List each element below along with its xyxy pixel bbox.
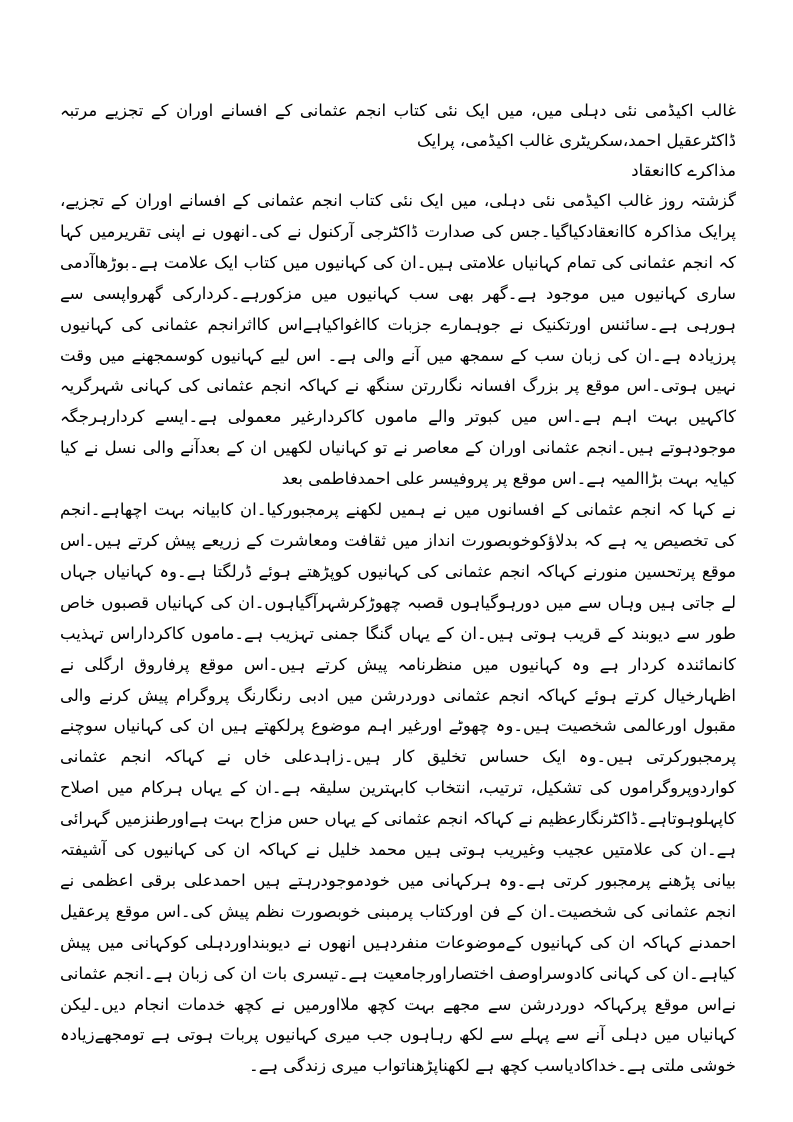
title-line-1: غالب اکیڈمی نئی دہلی میں، میں ایک نئی کتاب انجم عثمانی کے افسانے اوران کے تجزیے مرتبہ ڈاکٹرعقیل احمد،سکریٹری غالب اکیڈمی، پرایک	[60, 101, 736, 150]
title-line-2: مذاکرے کاانعقاد	[631, 161, 736, 180]
paragraph-2: نے کہا کہ انجم عثمانی کے افسانوں میں نے ہمیں لکھنے پرمجبورکیا۔ان کابیانہ بہت اچھاہے۔انجم کی تخصیص یہ ہے کہ بدلاؤکوخوبصورت انداز میں ثقافت ومعاشرت کے زریعے پیش کرتے ہیں۔اس موقع پرتحسین منورنے کہاکہ انجم عثمانی کی کہانیوں کوپڑھتے ہوئے ڈرلگتا ہے۔وہ کہانیاں جہاں لے جاتی ہیں وہاں سے میں دورہوگیاہوں قصبہ چھوڑکرشہرآگیاہوں۔ان کی کہانیاں قصبوں خاص طور سے دیوبند کے قریب ہوتی ہیں۔ان کے یہاں گنگا جمنی تہزیب ہے۔ماموں کاکرداراس تہذیب کانمائندہ کردار ہے وہ کہانیوں میں منظرنامہ پیش کرتے ہیں۔اس موقع پرفاروق ارگلی نے اظہارخیال کرتے ہوئے کہاکہ انجم عثمانی دوردرشن میں ادبی رنگارنگ پروگرام پیش کرنے والی مقبول اورعالمی شخصیت ہیں۔وہ چھوٹے اورغیر اہم موضوع پرلکھتے ہیں ان کی کہانیاں سوچنے پرمجبورکرتی ہیں۔وہ ایک حساس تخلیق کار ہیں۔زاہدعلی خاں نے کہاکہ انجم عثمانی کواردوپروگراموں کی تشکیل، ترتیب، انتخاب کابہترین سلیقہ ہے۔ان کے یہاں ہرکام میں اصلاح کاپہلوہوتاہے۔ڈاکٹرنگارعظیم نے کہاکہ انجم عثمانی کے یہاں حس مزاح بہت ہےاورطنزمیں گہرائی ہے۔ان کی علامتیں عجیب وغیریب ہوتی ہیں محمد خلیل نے کہاکہ ان کی کہانیوں کی آشیفتہ بیانی پڑھنے پرمجبور کرتی ہے۔وہ ہرکہانی میں خودموجودرہتے ہیں احمدعلی برقی اعظمی نے انجم عثمانی کی شخصیت۔ان کے فن اورکتاب پرمبنی خوبصورت نظم پیش کی۔اس موقع پرعقیل احمدنے کہاکہ ان کی کہانیوں کےموضوعات منفردہیں انھوں نے دیوبنداوردہلی کوکہانی میں پیش کیاہے۔ان کی کہانی کادوسراوصف اختصاراورجامعیت ہے۔تیسری بات ان کی زبان ہے۔انجم عثمانی نےاس موقع پرکہاکہ دوردرشن سے مجھے بہت کچھ ملااورمیں نے کچھ خدمات انجام دیں۔لیکن کہانیاں میں دہلی آنے سے پہلے سے لکھ رہاہوں جب میری کہانیوں پربات ہوتی ہے تومجھےزیادہ خوشی ملتی ہے۔خداکادیاسب کچھ ہے لکھناپڑھناتواب میری زندگی ہے۔	[60, 500, 736, 1076]
article-body	[60, 96, 736, 1082]
article-title	[60, 96, 736, 186]
paragraph-1: گزشتہ روز غالب اکیڈمی نئی دہلی، میں ایک نئی کتاب انجم عثمانی کے افسانے اوران کے تجزیے، پرایک مذاکرہ کاانعقادکیاگیا۔جس کی صدارت ڈاکٹرجی آرکنول نے کی۔انھوں نے اپنی تقریرمیں کہا کہ انجم عثمانی کی تمام کہانیاں علامتی ہیں۔ان کی کہانیوں میں کتاب ایک علامت ہے۔بوڑھاآدمی ساری کہانیوں میں موجود ہے۔گھر بھی سب کہانیوں میں مزکورہے۔کردارکی گھرواپسی سے ہورہی ہے۔سائنس اورتکنیک نے جوہمارے جزبات کااغواکیاہےاس کااثرانجم عثمانی کی کہانیوں پرزیادہ ہے۔ان کی زبان سب کے سمجھ میں آنے والی ہے۔ اس لیے کہانیوں کوسمجھنے میں وقت نہیں ہوتی۔اس موقع پر بزرگ افسانہ نگاررتن سنگھ نے کہاکہ انجم عثمانی کی کہانی شہرگریہ کاکہیں بہت اہم ہے۔اس میں کبوتر والے ماموں کاکردارغیر معمولی ہے۔ایسے کردارہرجگہ موجودہوتے ہیں۔انجم عثمانی اوران کے معاصر نے تو کہانیاں لکھیں ان کے بعدآنے والی نسل نے کیا کیایہ بہت بڑاالمیہ ہے۔اس موقع پر پروفیسر علی احمدفاطمی بعد	[60, 191, 736, 489]
